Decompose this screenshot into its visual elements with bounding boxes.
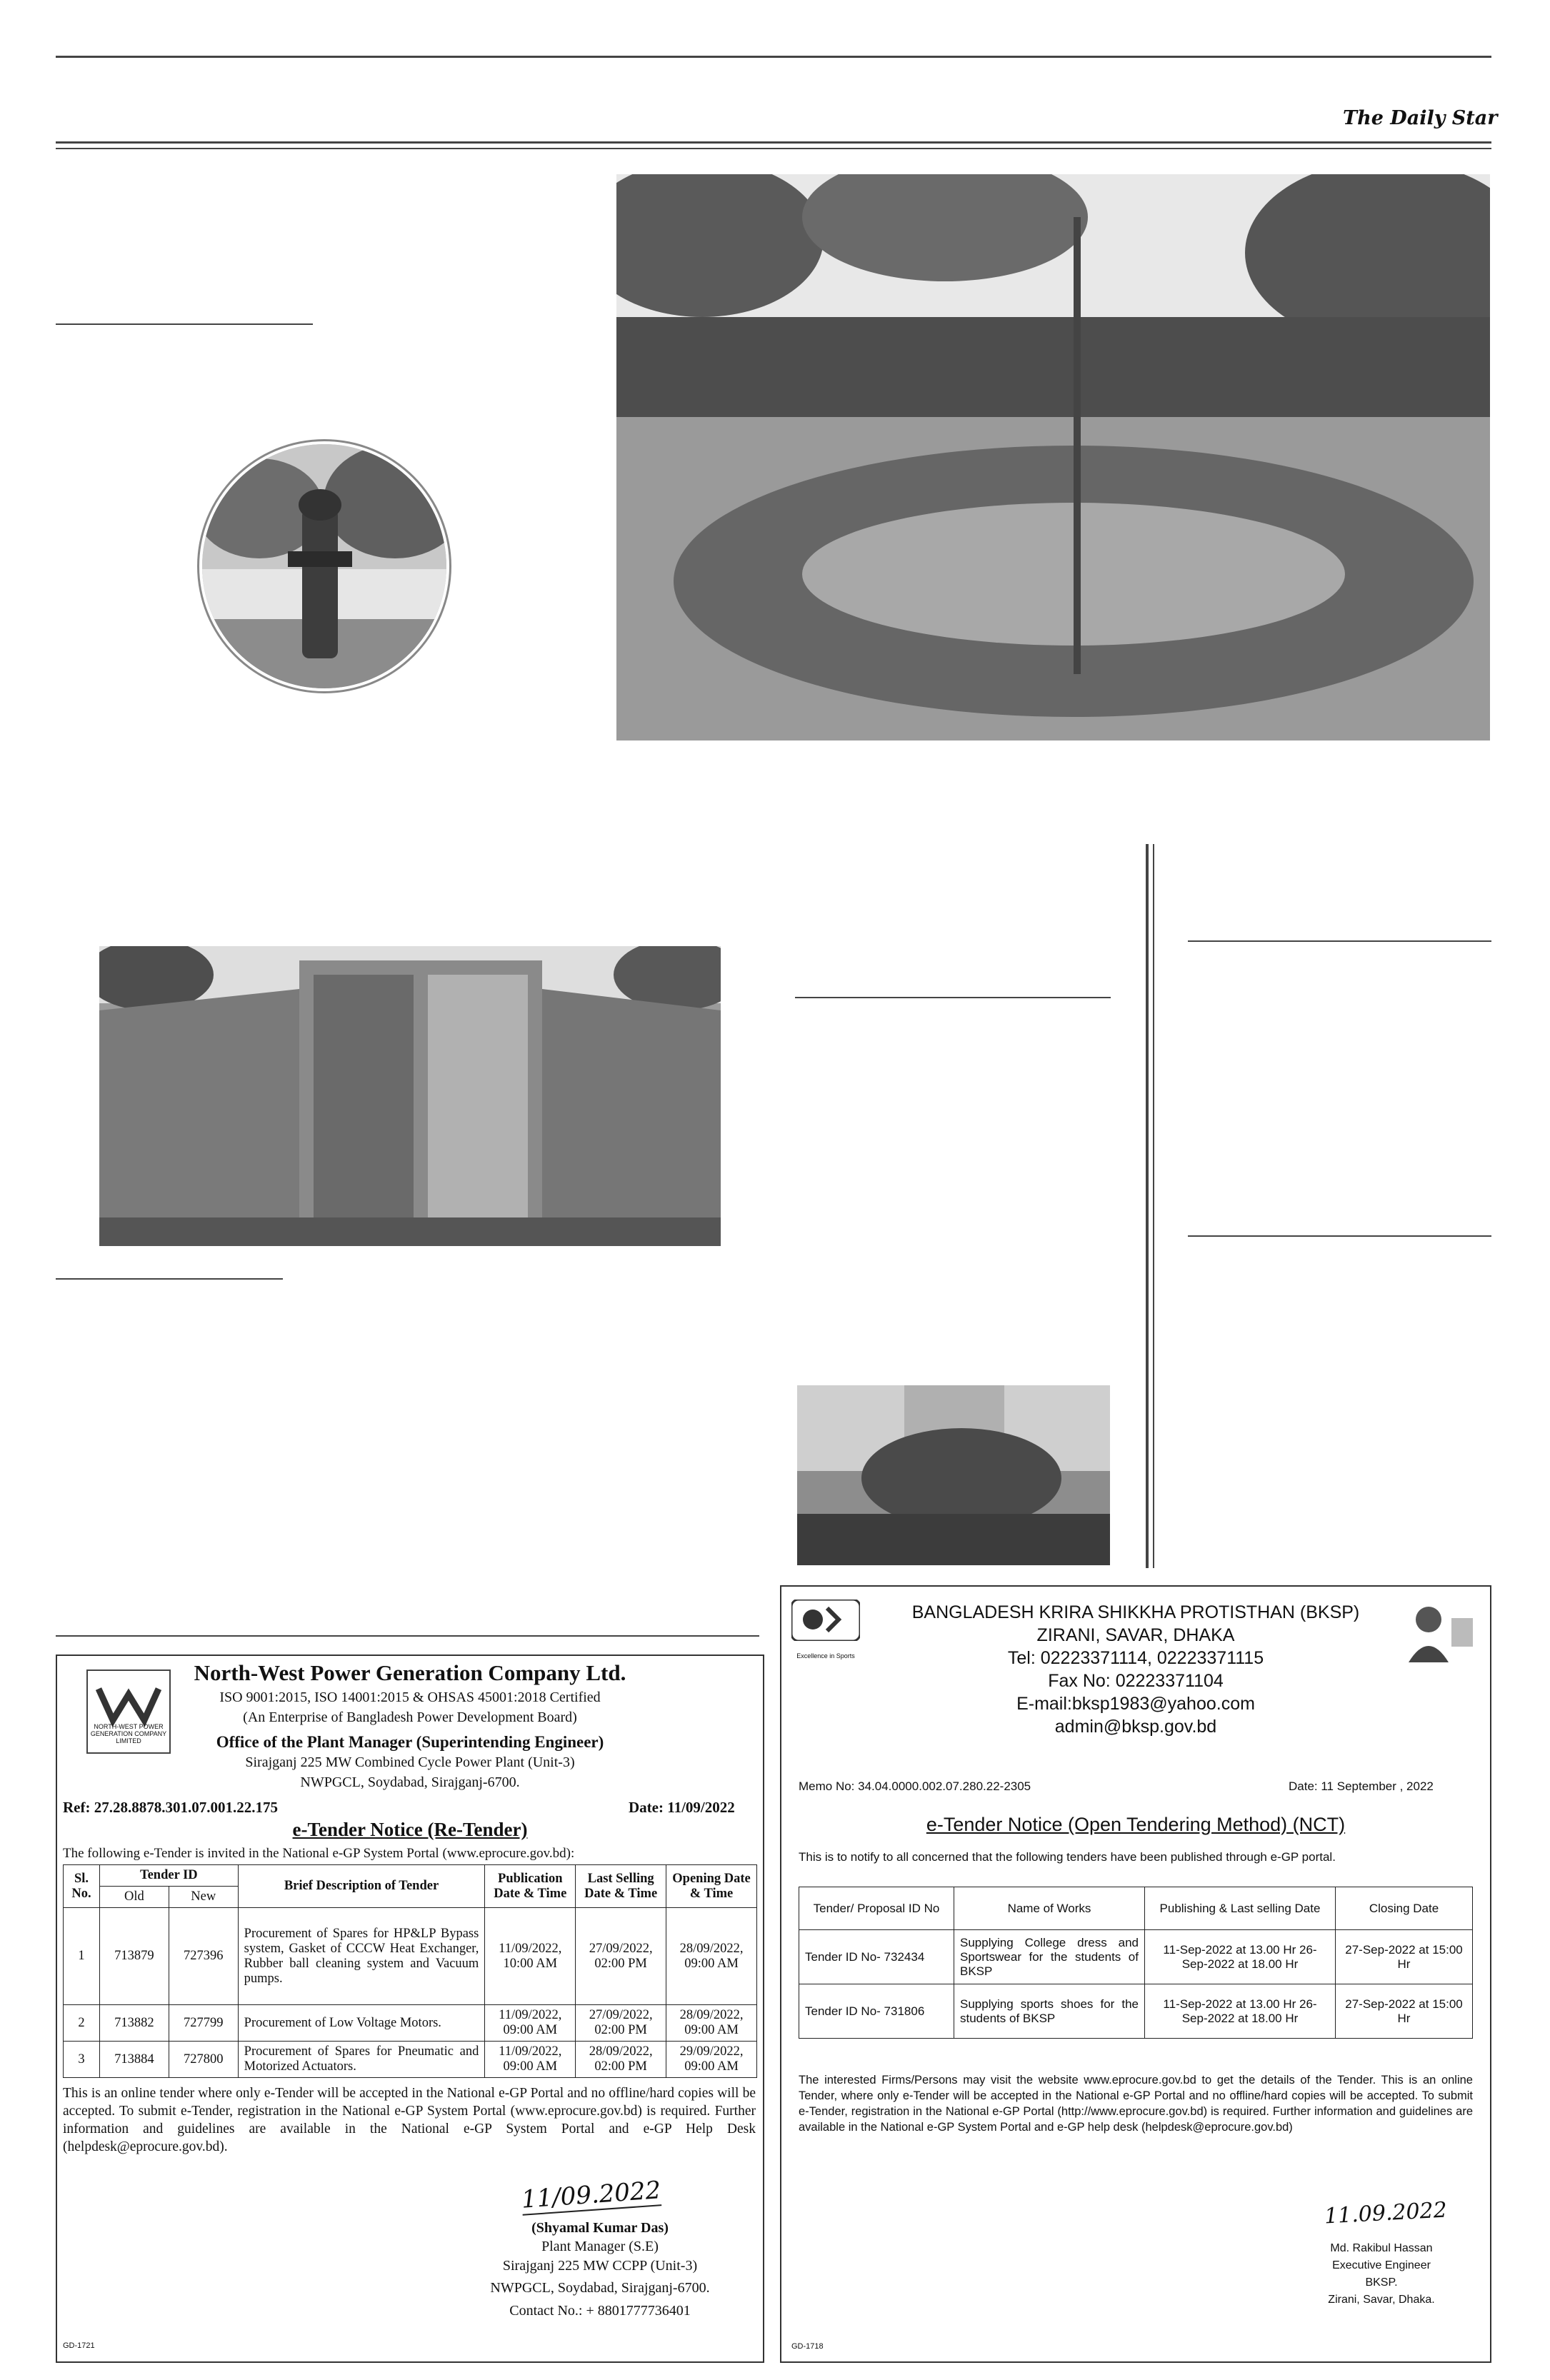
cell-works: Supplying sports shoes for the students of BKSP <box>954 1984 1145 2039</box>
table-row <box>64 2005 757 2042</box>
column-rule-a <box>56 323 313 325</box>
cell-publication: 11/09/2022, 10:00 AM <box>485 1908 576 2005</box>
cell-opening: 29/09/2022, 09:00 AM <box>666 2042 757 2078</box>
col-last-selling: Last Selling Date & Time <box>576 1865 666 1908</box>
col-closing: Closing Date <box>1336 1887 1473 1930</box>
cell-closing: 27-Sep-2022 at 15:00 Hr <box>1336 1930 1473 1984</box>
plant-name: Sirajganj 225 MW Combined Cycle Power Plant (Unit-3) <box>245 1754 575 1770</box>
cell-old: 713884 <box>99 2042 169 2078</box>
notice-title: e-Tender Notice (Re-Tender) <box>292 1819 528 1840</box>
bksp-location: ZIRANI, SAVAR, DHAKA <box>1036 1625 1235 1645</box>
cell-old: 713882 <box>99 2005 169 2042</box>
signatory-plant: Sirajganj 225 MW CCPP (Unit-3) <box>502 2258 698 2274</box>
nwpgcl-logo-text: NORTH-WEST POWER GENERATION COMPANY LIMITED <box>90 1723 167 1744</box>
bksp-intro: This is to notify to all concerned that the following tenders have been published through e-GP portal. <box>799 1850 1336 1864</box>
cell-publishing: 11-Sep-2022 at 13.00 Hr 26-Sep-2022 at 18.00 Hr <box>1145 1984 1336 2039</box>
table-row <box>64 1908 757 2005</box>
masthead-brand: The Daily Star <box>1343 107 1498 129</box>
nwpgcl-footer-text: This is an online tender where only e-Tender will be accepted in the National e-GP Portal and no offline/hard copies will be accepted. To submit e-Tender, registration in the National e-GP System Portal (www.eprocure.gov.bd) is required. Further information and guidelines are available in the National e-GP System Portal and e-GP Help Desk (helpdesk@eprocure.gov.bd). <box>63 2086 756 2154</box>
bksp-address: Zirani, Savar, Dhaka. <box>1328 2294 1435 2306</box>
column-rule-c <box>795 997 1111 998</box>
bksp-ad-code: GD-1718 <box>791 2342 824 2351</box>
cell-opening: 28/09/2022, 09:00 AM <box>666 2005 757 2042</box>
cell-works: Supplying College dress and Sportswear for the students of BKSP <box>954 1930 1145 1984</box>
cell-publication: 11/09/2022, 09:00 AM <box>485 2042 576 2078</box>
cell-last-selling: 28/09/2022, 02:00 PM <box>576 2042 666 2078</box>
cell-new: 727800 <box>169 2042 238 2078</box>
gathering-photo <box>616 174 1490 740</box>
bksp-tender-table <box>799 1887 1473 2039</box>
table-row <box>799 1984 1473 2039</box>
col-opening: Opening Date & Time <box>666 1865 757 1908</box>
contact-number: Contact No.: + 8801777736401 <box>509 2303 691 2319</box>
bksp-name: BANGLADESH KRIRA SHIKKHA PROTISTHAN (BKSP) <box>911 1602 1360 1622</box>
cell-last-selling: 27/09/2022, 02:00 PM <box>576 2005 666 2042</box>
cell-sl: 2 <box>64 2005 100 2042</box>
col-tender-id: Tender/ Proposal ID No <box>799 1887 954 1930</box>
nwpgcl-tender-ad <box>56 1655 764 2363</box>
column-rule-e <box>1188 1235 1491 1237</box>
bksp-designation: Executive Engineer <box>1332 2259 1431 2271</box>
sluice-gate-photo <box>99 946 721 1246</box>
cell-tender-id: Tender ID No- 732434 <box>799 1930 954 1984</box>
signatory-address: NWPGCL, Soydabad, Sirajganj-6700. <box>490 2280 710 2296</box>
cell-publishing: 11-Sep-2022 at 13.00 Hr 26-Sep-2022 at 18.00 Hr <box>1145 1930 1336 1984</box>
bksp-signature: 11.09.2022 <box>1324 2197 1448 2229</box>
ad-top-rule <box>56 1635 759 1637</box>
column-rule-d <box>1188 940 1491 942</box>
column-rule-b <box>56 1278 283 1280</box>
hydrant-photo <box>199 441 449 691</box>
col-description: Brief Description of Tender <box>238 1865 485 1908</box>
col-tender-id: Tender ID <box>99 1865 238 1887</box>
bksp-tender-ad <box>780 1585 1491 2363</box>
masthead-rule-2 <box>56 148 1491 149</box>
table-row <box>64 2042 757 2078</box>
cell-sl: 1 <box>64 1908 100 2005</box>
cell-sl: 3 <box>64 2042 100 2078</box>
vertical-divider <box>1146 844 1149 1568</box>
cell-new: 727396 <box>169 1908 238 2005</box>
cell-description: Procurement of Low Voltage Motors. <box>238 2005 485 2042</box>
col-new: New <box>169 1887 238 1908</box>
cell-new: 727799 <box>169 2005 238 2042</box>
cell-opening: 28/09/2022, 09:00 AM <box>666 1908 757 2005</box>
cell-tender-id: Tender ID No- 731806 <box>799 1984 954 2039</box>
bksp-footer-text: The interested Firms/Persons may visit the website www.eprocure.gov.bd to get the details of the Tender. This is an online Tender, where only e-Tender will be accepted in the National e-GP Portal and no offline/hard copies will be accepted. To submit e-Tender, registration in the National e-GP Portal (http://www.eprocure.gov.bd) is required. Further information and guidelines are available in the National e-GP System Portal and e-GP help desk (helpdesk@eprocure.gov.bd) <box>799 2074 1473 2134</box>
masthead-rule-1 <box>56 141 1491 144</box>
bksp-logo-caption: Excellence in Sports <box>796 1652 855 1660</box>
cell-publication: 11/09/2022, 09:00 AM <box>485 2005 576 2042</box>
enterprise-line: (An Enterprise of Bangladesh Power Development Board) <box>243 1709 577 1725</box>
top-rule <box>56 56 1491 58</box>
bksp-signatory: Md. Rakibul Hassan <box>1330 2242 1433 2254</box>
nwpgcl-tender-table <box>63 1864 757 2078</box>
cell-old: 713879 <box>99 1908 169 2005</box>
certifications: ISO 9001:2015, ISO 14001:2015 & OHSAS 45001:2018 Certified <box>219 1689 601 1705</box>
company-name: North-West Power Generation Company Ltd. <box>194 1660 626 1685</box>
signatory-name: (Shyamal Kumar Das) <box>531 2220 669 2236</box>
notice-intro: The following e-Tender is invited in the National e-GP System Portal (www.eprocure.gov.bd): <box>63 1846 575 1861</box>
cell-last-selling: 27/09/2022, 02:00 PM <box>576 1908 666 2005</box>
col-publishing: Publishing & Last selling Date <box>1145 1887 1336 1930</box>
notice-date: Date: 11/09/2022 <box>629 1799 735 1816</box>
cell-description: Procurement of Spares for HP&LP Bypass system, Gasket of CCCW Heat Exchanger, Rubber ball cleaning system and Vacuum pumps. <box>238 1908 485 2005</box>
memo-number: Memo No: 34.04.0000.002.07.280.22-2305 <box>799 1779 1031 1793</box>
nwpgcl-signature: 11/09.2022 <box>520 2176 662 2214</box>
col-sl: Sl. No. <box>64 1865 100 1908</box>
bksp-org: BKSP. <box>1365 2276 1398 2289</box>
bksp-email-2: admin@bksp.gov.bd <box>1054 1717 1217 1737</box>
table-row <box>799 1930 1473 1984</box>
ad-code: GD-1721 <box>63 2341 95 2350</box>
office-title: Office of the Plant Manager (Superintending Engineer) <box>216 1733 604 1751</box>
signatory-designation: Plant Manager (S.E) <box>541 2239 659 2254</box>
cell-description: Procurement of Spares for Pneumatic and Motorized Actuators. <box>238 2042 485 2078</box>
col-old: Old <box>99 1887 169 1908</box>
reference-number: Ref: 27.28.8878.301.07.001.22.175 <box>63 1799 278 1816</box>
bksp-email: E-mail:bksp1983@yahoo.com <box>1016 1694 1255 1714</box>
protest-photo <box>797 1385 1110 1565</box>
plant-address: NWPGCL, Soydabad, Sirajganj-6700. <box>300 1774 520 1790</box>
vertical-divider-thin <box>1153 844 1154 1568</box>
cell-closing: 27-Sep-2022 at 15:00 Hr <box>1336 1984 1473 2039</box>
bksp-tel: Tel: 02223371114, 02223371115 <box>1007 1648 1264 1668</box>
col-publication: Publication Date & Time <box>485 1865 576 1908</box>
col-works: Name of Works <box>954 1887 1145 1930</box>
bksp-fax: Fax No: 02223371104 <box>1048 1671 1224 1691</box>
bksp-notice-title: e-Tender Notice (Open Tendering Method) (NCT) <box>926 1814 1346 1835</box>
bksp-date: Date: 11 September , 2022 <box>1289 1779 1434 1793</box>
